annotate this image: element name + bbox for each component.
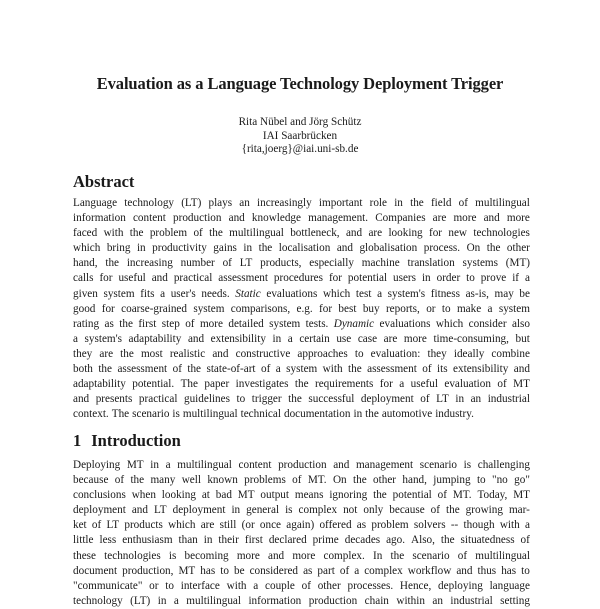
section-number: 1 [73, 431, 82, 450]
abstract-line: hand, the increasing number of LT products, especially machine translation systems (MT) [73, 257, 530, 270]
introduction-line: document production, MT has to be considered as part of a complex workflow and thus has to [73, 564, 530, 577]
introduction-line: because of the many well known problems of MT. On the other hand, jumping to "no go" [73, 474, 530, 487]
abstract-line: both the assessment of the state-of-art of a system with the assessment of its extensibility and [73, 363, 530, 376]
abstract-line: information content production and knowledge management. Companies are more and more [73, 212, 530, 225]
introduction-line: conclusions when looking at bad MT output means ignoring the potential of MT. Today, MT [73, 489, 530, 502]
author-email: {rita,joerg}@iai.uni-sb.de [241, 143, 359, 156]
abstract-line: adaptability potential. The paper investigates the requirements for a useful evaluation of MT [73, 378, 530, 391]
introduction-line: deployment and LT deployment in general is complex not only because of the growing mar- [73, 504, 530, 517]
author-block [0, 116, 600, 157]
abstract-line: calls for useful and practical assessment procedures for potential users in order to prove if a [73, 272, 530, 285]
introduction-line: technology (LT) in a multilingual information production chain within an industrial setting [73, 594, 530, 607]
abstract-line: which bring in productivity gains in the localisation and globalisation process. On the other [73, 242, 530, 255]
paper-title: Evaluation as a Language Technology Deployment Trigger [96, 74, 504, 93]
section-heading-introduction [73, 431, 181, 451]
introduction-line: these technologies is becoming more and more complex. In the scenario of multilingual [73, 549, 530, 562]
introduction-line: "communicate" or to interface with a couple of other processes. Hence, deploying language [73, 579, 530, 592]
abstract-line: rating as the first step of more detailed system tests. Dynamic evaluations which consider also [73, 317, 530, 330]
abstract-line: Language technology (LT) plays an increasingly important role in the field of multilingual [73, 197, 530, 209]
introduction-line: Deploying MT in a multilingual content production and management scenario is challenging [73, 459, 530, 471]
abstract-line: context. The scenario is multilingual technical documentation in the automotive industry. [73, 408, 474, 421]
introduction-line: little less enthusiasm than in their first declared prime decades ago. Also, the situatedness of [73, 534, 530, 547]
introduction-line: ket of LT products which are still (or once again) offered as problem solvers -- though with a [73, 519, 530, 532]
author-names: Rita Nübel and Jörg Schütz [238, 116, 362, 128]
abstract-line: and presents practical guidelines to trigger the successful deployment of LT in an industrial [73, 393, 530, 406]
abstract-line: faced with the problem of the multilingual bottleneck, and are looking for new technologies [73, 227, 530, 240]
abstract-heading: Abstract [73, 172, 135, 191]
abstract-body [73, 196, 530, 422]
introduction-body [73, 458, 530, 609]
abstract-line: a system's adaptability and extensibility in a certain use case are more time-consuming, but [73, 332, 530, 345]
section-title: Introduction [91, 431, 181, 450]
abstract-line: given system fits a user's needs. Static evaluations which test a system's fitness as-is, may be [73, 287, 530, 300]
author-affiliation: IAI Saarbrücken [262, 129, 338, 142]
abstract-line: they are the most realistic and constructive approaches to evaluation: they ideally combine [73, 347, 530, 360]
abstract-line: good for coarse-grained system comparisons, e.g. for best buy reports, or to make a system [73, 302, 530, 315]
